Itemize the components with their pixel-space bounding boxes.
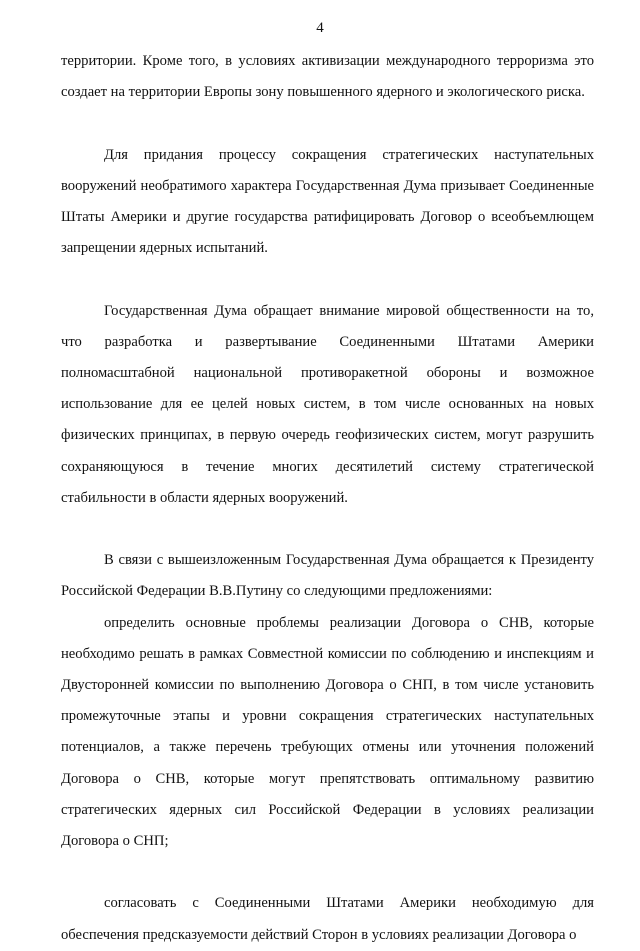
paragraph-missile-defense: Государственная Дума обращает внимание мировой общественности на то, что разработка и развертывание Соединенными Штатами Америки полномасштабной национальной противоракетной обороны и возможное использование для ее целей новых систем, в том числе основанных на новых физических принципах, в первую очередь геофизических систем, могут разрушить сохраняющуюся в течение многих десятилетий систему стратегической стабильности в области ядерных вооружений.: [61, 302, 594, 506]
paragraph-continuation: территории. Кроме того, в условиях активизации международного терроризма это создает на территории Европы зону повышенного ядерного и экологического риска.: [61, 53, 594, 101]
paragraph-proposal-2: согласовать с Соединенными Штатами Америки необходимую для обеспечения предсказуемости действий Сторон в условиях реализации Договора о: [61, 895, 594, 943]
page-number: 4: [316, 20, 324, 36]
paragraph-proposal-1: определить основные проблемы реализации Договора о СНВ, которые необходимо решать в рамках Совместной комиссии по соблюдению и инспекциям и Двусторонней комиссии по выполнению Договора о СНП, в том числе установить промежуточные этапы и уровни сокращения стратегических наступательных потенциалов, а также перечень требующих отмены или уточнения положений Договора о СНВ, которые могут препятствовать оптимальному развитию стратегических ядерных сил Российской Федерации в условиях реализации Договора о СНП;: [61, 614, 594, 850]
paragraph-ctbt-appeal: Для придания процессу сокращения стратегических наступательных вооружений необратимого характера Государственная Дума призывает Соединенные Штаты Америки и другие государства ратифицировать Договор о всеобъемлющем запрещении ядерных испытаний.: [61, 146, 594, 257]
document-body: [61, 46, 594, 951]
paragraph-address-president: В связи с вышеизложенным Государственная Дума обращается к Президенту Российской Федерации В.В.Путину со следующими предложениями:: [61, 552, 594, 600]
